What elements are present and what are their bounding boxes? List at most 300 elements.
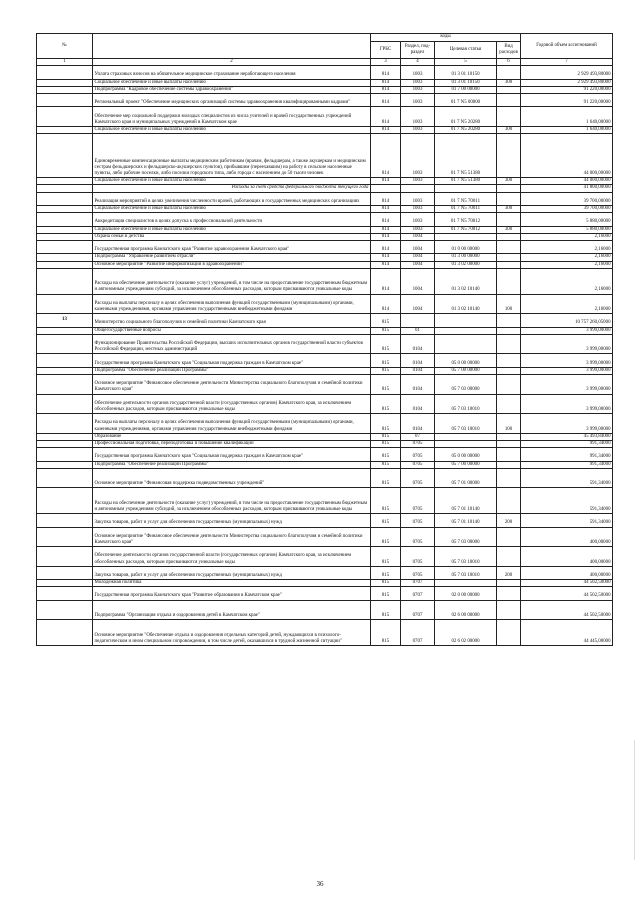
row-target [435,580,497,587]
row-expense-type: 200 [497,566,521,579]
row-amount: 1 640,00000 [521,126,613,133]
row-section: 1003 [401,192,435,205]
row-name: Расходы за счет средств федерального бюджета текущего года [93,185,371,192]
row-name: Основное мероприятие "Развитие информатизации в здравоохранении" [93,261,371,268]
row-number [37,254,93,261]
row-section: 0705 [401,547,435,567]
table-row [37,134,613,178]
row-grbs: 815 [371,394,401,414]
row-amount: 2,16000 [521,261,613,268]
row-target [435,334,497,354]
table-row [37,433,613,440]
row-name: Молодежная политика [93,580,371,587]
row-section: 1004 [401,233,435,240]
row-target: 05 7 03 10010 [435,394,497,414]
row-expense-type [497,107,521,127]
row-name: Уплата страховых взносов на обязательное медицинское страхование неработающего населения [93,66,371,79]
row-number [37,192,93,205]
row-target: 05 0 00 00000 [435,448,497,461]
row-amount: 2,16000 [521,233,613,240]
row-number [37,566,93,579]
row-grbs: 814 [371,79,401,86]
row-grbs: 815 [371,468,401,488]
row-amount: 1 640,00000 [521,107,613,127]
row-target: 02 0 00 00000 [435,587,497,600]
row-section: 0705 [401,514,435,527]
row-section: 1003 [401,213,435,226]
row-expense-type [497,86,521,93]
row-target: 05 7 01 00000 [435,468,497,488]
row-section: 0705 [401,468,435,488]
table-row [37,600,613,620]
row-grbs: 815 [371,440,401,447]
row-expense-type [497,620,521,646]
row-number [37,547,93,567]
row-grbs: 815 [371,488,401,514]
row-amount: 44 502,50000 [521,600,613,620]
row-target: 01 7 N5 70012 [435,226,497,233]
row-expense-type [497,240,521,253]
row-number [37,94,93,107]
row-name: Министерство социального благополучия и семейной политики Камчатского края [93,314,371,327]
row-expense-type [497,440,521,447]
row-target: 01 7 N5 51380 [435,134,497,178]
row-expense-type: 200 [497,514,521,527]
row-section: 1003 [401,94,435,107]
row-target: 01 3 00 00000 [435,254,497,261]
row-target: 05 7 00 00000 [435,461,497,468]
row-grbs: 814 [371,66,401,79]
table-row [37,79,613,86]
row-amount: 91 220,00000 [521,94,613,107]
row-name: Обеспечение деятельности органов государственной власти (государственных органов) Камчатского края, за исключением обособленных расходов, которым присваиваются уникальные коды [93,547,371,567]
table-row [37,94,613,107]
row-grbs: 815 [371,327,401,334]
row-amount: 2,16000 [521,268,613,294]
row-number [37,414,93,434]
row-section: 1003 [401,178,435,185]
table-row [37,294,613,314]
row-amount: 39 700,00000 [521,205,613,212]
row-number [37,448,93,461]
row-target: 01 7 N5 70012 [435,213,497,226]
row-grbs: 814 [371,192,401,205]
row-number [37,620,93,646]
table-row [37,587,613,600]
row-grbs: 814 [371,94,401,107]
row-section: 0104 [401,354,435,367]
table-row [37,394,613,414]
row-name: Закупка товаров, работ и услуг для обеспечения государственных (муниципальных) нужд [93,514,371,527]
row-amount: 41 800,00000 [521,185,613,192]
row-target: 01 7 N5 20280 [435,107,497,127]
row-name: Расходы на обеспечение деятельности (оказание услуг) учреждений, в том числе на предоставление государственным бюджетным и автономным учреждениям субсидий, за исключением обособленных расходов, которым присваиваются уникальные коды [93,488,371,514]
row-section: 1003 [401,134,435,178]
table-row [37,314,613,327]
row-section: 1004 [401,261,435,268]
row-grbs: 814 [371,213,401,226]
row-grbs: 814 [371,205,401,212]
row-expense-type [497,488,521,514]
header-annual: Годовой объем ассигнований [521,34,613,59]
row-name: Основное мероприятие "Финансовая поддержка подведомственных учреждений" [93,468,371,488]
row-grbs: 815 [371,587,401,600]
row-amount: 5 880,00000 [521,213,613,226]
row-expense-type [497,527,521,547]
header-index-row [37,59,613,66]
row-expense-type [497,394,521,414]
row-expense-type: 300 [497,226,521,233]
row-number [37,433,93,440]
table-row [37,178,613,185]
table-row [37,527,613,547]
row-amount: 3 999,00000 [521,394,613,414]
row-number [37,580,93,587]
row-name: Аккредитация специалистов в целях допуска к профессиональной деятельности [93,213,371,226]
row-expense-type [497,600,521,620]
row-name: Основное мероприятие "Обеспечение отдыха и оздоровления отдельных категорий детей, нуждающихся в психолого-педагогическом и ином специальном сопровождении, в том числе детей, оказавшихся в трудной жизненной ситуации" [93,620,371,646]
row-expense-type [497,268,521,294]
row-expense-type [497,374,521,394]
row-grbs: 814 [371,254,401,261]
row-expense-type [497,354,521,367]
row-number [37,527,93,547]
row-amount: 44 502,50000 [521,580,613,587]
row-amount: 44 502,50000 [521,587,613,600]
row-target: 01 3 02 00000 [435,261,497,268]
row-amount: 3 999,00000 [521,327,613,334]
row-number [37,213,93,226]
row-name: Основное мероприятие "Финансовое обеспечение деятельности Министерства социального благополучия и семейной политики Камчатского края" [93,374,371,394]
row-amount: 991,34000 [521,448,613,461]
row-amount: 10 757 260,05000 [521,314,613,327]
header-section: Раздел, под- раздел [401,42,435,59]
row-amount: 44 000,00000 [521,178,613,185]
row-expense-type [497,192,521,205]
row-name: Социальное обеспечение и иные выплаты населению [93,126,371,133]
table-row [37,547,613,567]
row-target: 01 7 N5 51380 [435,178,497,185]
row-grbs: 815 [371,566,401,579]
row-section: 0104 [401,334,435,354]
table-row [37,261,613,268]
row-section [401,314,435,327]
row-target: 01 3 02 10140 [435,268,497,294]
row-number [37,126,93,133]
row-target: 01 3 01 10150 [435,79,497,86]
header-name [93,34,371,59]
row-number [37,354,93,367]
header-grbs: ГРБС [371,42,401,59]
row-number [37,394,93,414]
row-expense-type [497,334,521,354]
row-expense-type [497,468,521,488]
row-target [435,314,497,327]
row-number [37,327,93,334]
row-expense-type: 100 [497,414,521,434]
row-name: Государственная программа Камчатского края "Социальная поддержка граждан в Камчатском крае" [93,448,371,461]
page-number: 36 [316,880,324,888]
row-number [37,107,93,127]
row-number [37,134,93,178]
row-amount: 91 220,00000 [521,86,613,93]
row-number [37,226,93,233]
row-grbs: 814 [371,261,401,268]
row-amount: 3 999,00000 [521,354,613,367]
row-expense-type [497,185,521,192]
row-grbs: 814 [371,86,401,93]
row-section: 1003 [401,86,435,93]
header-index-cell: 6 [497,59,521,66]
row-section: 0104 [401,414,435,434]
header-index-cell: 1 [37,59,93,66]
header-index-cell: 7 [521,59,613,66]
row-target: 01 7 N5 20280 [435,126,497,133]
row-amount: 591,34000 [521,488,613,514]
row-grbs: 815 [371,374,401,394]
table-row [37,440,613,447]
row-expense-type: 100 [497,294,521,314]
header-index-cell: 4 [401,59,435,66]
row-grbs: 815 [371,600,401,620]
row-target: 05 0 00 00000 [435,354,497,367]
row-amount: 39 700,00000 [521,192,613,205]
row-number [37,178,93,185]
row-number: 13 [37,314,93,327]
row-grbs: 814 [371,178,401,185]
table-row [37,461,613,468]
row-grbs: 815 [371,367,401,374]
row-number [37,240,93,253]
row-amount: 45 493,84000 [521,433,613,440]
row-target: 05 7 03 10010 [435,414,497,434]
row-name: Государственная программа Камчатского края "Социальная поддержка граждан в Камчатском крае" [93,354,371,367]
header-expense-type: Вид расходов [497,42,521,59]
row-target: 01 7 N5 70011 [435,205,497,212]
row-name: Подпрограмма "Обеспечение реализации Программы" [93,461,371,468]
row-target: 01 0 00 00000 [435,240,497,253]
row-number [37,205,93,212]
header-index-cell: 3 [371,59,401,66]
table-row [37,334,613,354]
table-row [37,374,613,394]
row-target: 05 7 03 10010 [435,566,497,579]
row-target: 05 7 00 00000 [435,367,497,374]
row-amount: 3 999,00000 [521,334,613,354]
row-section: 0705 [401,461,435,468]
row-number [37,600,93,620]
row-section: 0104 [401,367,435,374]
row-amount: 2,16000 [521,240,613,253]
row-target: 05 7 01 10140 [435,514,497,527]
table-row [37,233,613,240]
row-target [435,440,497,447]
row-name: Подпрограмма "Управление развитием отрасли" [93,254,371,261]
table-row [37,86,613,93]
row-name: Расходы на обеспечение деятельности (оказание услуг) учреждений, в том числе на предоставление государственным бюджетным и автономным учреждениям субсидий, за исключением обособленных расходов, которым присваиваются уникальные коды [93,268,371,294]
table-row [37,468,613,488]
row-section: 0705 [401,448,435,461]
table-row [37,327,613,334]
row-section: 1004 [401,268,435,294]
row-grbs: 814 [371,126,401,133]
row-target [435,233,497,240]
row-name: Единовременные компенсационные выплаты медицинским работникам (врачам, фельдшерам, а также акушеркам и медицинским сестрам фельдшерских и фельдшерско-акушерских пунктов), прибывшим (переехавшим) на работу в сельские населенные пункты, либо рабочие поселки, либо поселки городского типа, либо города с населением до 50 тысяч человек [93,134,371,178]
budget-table [36,33,613,646]
row-section: 1003 [401,79,435,86]
row-expense-type [497,580,521,587]
table-row [37,205,613,212]
header-target: Целевая статья [435,42,497,59]
row-target: 05 7 03 00000 [435,374,497,394]
row-number [37,587,93,600]
table-row [37,367,613,374]
row-number [37,261,93,268]
row-amount: 400,00000 [521,566,613,579]
row-name: Подпрограмма "Обеспечение реализации Программы" [93,367,371,374]
row-target: 05 7 03 00000 [435,527,497,547]
row-target: 02 6 00 00000 [435,600,497,620]
row-grbs: 815 [371,620,401,646]
row-expense-type [497,327,521,334]
row-section: 0707 [401,600,435,620]
row-grbs: 815 [371,433,401,440]
row-grbs: 814 [371,233,401,240]
table-row [37,107,613,127]
row-name: Расходы на выплаты персоналу в целях обеспечения выполнения функций государственными (муниципальными) органами, казенными учреждениями, органами управления государственными внебюджетными фондами [93,414,371,434]
row-grbs: 814 [371,107,401,127]
scan-edge-mark [634,740,635,860]
row-amount: 44 445,00000 [521,620,613,646]
row-section: 0104 [401,374,435,394]
table-row [37,254,613,261]
row-name: Подпрограмма "Кадровое обеспечение системы здравоохранения" [93,86,371,93]
row-section: 1004 [401,294,435,314]
header-index-cell: 2 [93,59,371,66]
header-index-cell: 5 [435,59,497,66]
row-amount: 2,16000 [521,294,613,314]
row-number [37,233,93,240]
row-amount: 591,34000 [521,514,613,527]
row-name: Социальное обеспечение и иные выплаты населению [93,178,371,185]
row-name: Социальное обеспечение и иные выплаты населению [93,205,371,212]
table-row [37,354,613,367]
row-amount: 5 880,00000 [521,226,613,233]
row-expense-type [497,433,521,440]
row-target: 05 7 03 10010 [435,547,497,567]
row-expense-type [497,461,521,468]
row-amount: 400,00000 [521,527,613,547]
row-target: 01 3 01 10150 [435,66,497,79]
row-amount: 991,34000 [521,461,613,468]
table-row [37,185,613,192]
row-section: 1003 [401,226,435,233]
row-expense-type [497,547,521,567]
row-grbs: 814 [371,240,401,253]
table-header [37,34,613,66]
row-expense-type: 300 [497,126,521,133]
row-target [435,327,497,334]
row-name: Функционирование Правительства Российской Федерации, высших исполнительных органов государственной власти субъектов Российской Федерации, местных администраций [93,334,371,354]
row-section: 0707 [401,580,435,587]
row-expense-type [497,314,521,327]
row-name: Обеспечение мер социальной поддержки молодых специалистов из числа учителей и врачей государственных учреждений Камчатского края и муниципальных учреждений в Камчатском крае [93,107,371,127]
table-row [37,448,613,461]
row-amount: 3 999,00000 [521,374,613,394]
table-row [37,514,613,527]
row-number [37,440,93,447]
row-section: 0707 [401,587,435,600]
row-number [37,66,93,79]
row-name: Реализация мероприятий в целях увеличения численности врачей, работающих в государственных медицинских организациях [93,192,371,205]
row-grbs: 815 [371,580,401,587]
header-number: № [37,34,93,59]
table-row [37,488,613,514]
row-grbs: 815 [371,354,401,367]
row-amount: 591,34000 [521,468,613,488]
row-expense-type [497,233,521,240]
row-grbs: 814 [371,268,401,294]
table-row [37,226,613,233]
row-number [37,185,93,192]
row-name: Образование [93,433,371,440]
row-expense-type [497,134,521,178]
row-section: 0705 [401,440,435,447]
row-section: 1004 [401,254,435,261]
row-number [37,268,93,294]
header-codes: коды [371,34,521,42]
row-expense-type: 300 [497,205,521,212]
row-section: 0705 [401,527,435,547]
row-grbs: 815 [371,461,401,468]
row-target: 01 7 N5 70011 [435,192,497,205]
row-amount: 400,00000 [521,547,613,567]
row-expense-type [497,261,521,268]
row-name: Подпрограмма "Организация отдыха и оздоровления детей в Камчатском крае" [93,600,371,620]
row-name: Закупка товаров, работ и услуг для обеспечения государственных (муниципальных) нужд [93,566,371,579]
table-row [37,213,613,226]
row-section: 0705 [401,488,435,514]
row-amount: 3 999,00000 [521,414,613,434]
row-name: Профессиональная подготовка, переподготовка и повышение квалификации [93,440,371,447]
row-name: Социальное обеспечение и иные выплаты населению [93,226,371,233]
row-expense-type [497,254,521,261]
table-body [37,66,613,646]
row-name: Государственная программа Камчатского края "Развитие здравоохранения Камчатского края" [93,240,371,253]
row-amount: 2 929 493,80000 [521,79,613,86]
row-grbs: 815 [371,334,401,354]
row-number [37,488,93,514]
row-name: Государственная программа Камчатского края "Развитие образования в Камчатском крае" [93,587,371,600]
row-amount: 3 999,00000 [521,367,613,374]
row-number [37,86,93,93]
row-expense-type: 300 [497,178,521,185]
row-amount: 2,16000 [521,254,613,261]
row-grbs: 815 [371,514,401,527]
row-name: Обеспечение деятельности органов государственной власти (государственных органов) Камчатского края, за исключением обособленных расходов, которым присваиваются уникальные коды [93,394,371,414]
row-expense-type [497,367,521,374]
row-amount: 44 000,00000 [521,134,613,178]
row-grbs: 814 [371,294,401,314]
row-number [37,514,93,527]
table-row [37,66,613,79]
row-number [37,468,93,488]
row-target: 01 3 02 10140 [435,294,497,314]
row-section: 1004 [401,240,435,253]
row-name: Основное мероприятие "Финансовое обеспечение деятельности Министерства социального благополучия и семейной политики Камчатского края" [93,527,371,547]
row-number [37,294,93,314]
row-name: Охрана семьи и детства [93,233,371,240]
